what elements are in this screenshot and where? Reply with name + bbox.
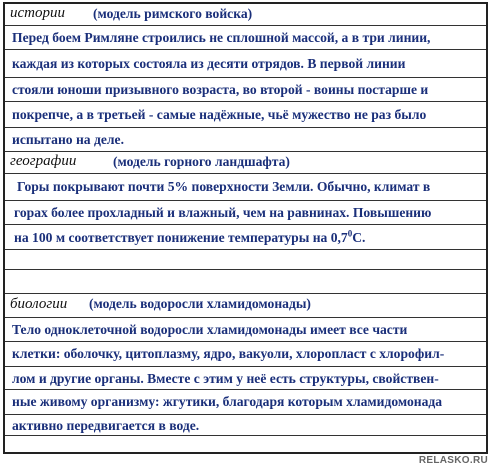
degree-superscript: 0: [347, 228, 353, 239]
history-line-row: [5, 102, 486, 128]
history-line-row: [5, 128, 486, 152]
biology-line-row: [5, 318, 486, 342]
geography-line: Горы покрывают почти 5% поверхности Земли. Обычно, климат в: [17, 179, 431, 194]
geography-subject: географии: [10, 153, 77, 169]
biology-line-row: [5, 415, 486, 436]
history-line: стояли юноши призывного возраста, во второй - воины постарше и: [12, 82, 429, 97]
biology-model: (модель водоросли хламидомонады): [89, 296, 311, 311]
history-line-row: [5, 50, 486, 78]
geography-line-row: [5, 174, 486, 201]
biology-line: ные живому организму: жгутики, благодаря которым хламидомонада: [12, 394, 443, 409]
biology-line: клетки: оболочку, цитоплазму, ядро, вакуоли, хлоропласт с хлорофил-: [12, 346, 445, 361]
biology-line: лом и другие органы. Вместе с этим у неё есть структуры, свойствен-: [12, 371, 439, 386]
history-line: испытано на деле.: [12, 132, 124, 147]
worksheet-table: [3, 2, 488, 454]
geography-line-row: [5, 201, 486, 225]
empty-row: [5, 436, 486, 454]
geography-line-row: [5, 225, 486, 250]
geography-header-row: [5, 152, 486, 174]
history-line-row: [5, 78, 486, 102]
history-header-row: [5, 4, 486, 26]
biology-header-row: [5, 294, 486, 318]
biology-subject: биологии: [10, 296, 68, 312]
empty-row: [5, 250, 486, 270]
biology-line-row: [5, 342, 486, 367]
history-line: каждая из которых состояла из десяти отрядов. В первой линии: [12, 56, 406, 71]
history-line: Перед боем Римляне строились не сплошной массой, а в три линии,: [12, 30, 431, 45]
geography-line: на 100 м соответствует понижение температуры на $0,7^0С$.: [14, 228, 366, 245]
empty-row: [5, 270, 486, 294]
biology-line: активно передвигается в воде.: [12, 418, 200, 433]
geography-model: (модель горного ландшафта): [113, 154, 290, 169]
biology-line-row: [5, 390, 486, 415]
history-line-row: [5, 26, 486, 50]
history-subject: истории: [10, 5, 65, 21]
geography-line: горах более прохладный и влажный, чем на равнинах. Повышению: [14, 205, 432, 220]
biology-line: Тело одноклеточной водоросли хламидомонады имеет все части: [12, 322, 408, 337]
site-watermark: RELASKO.RU: [418, 455, 488, 466]
biology-line-row: [5, 367, 486, 390]
history-model: (модель римского войска): [93, 6, 253, 21]
history-line: покрепче, а в третьей - самые надёжные, чьё мужество не раз было: [12, 107, 427, 122]
